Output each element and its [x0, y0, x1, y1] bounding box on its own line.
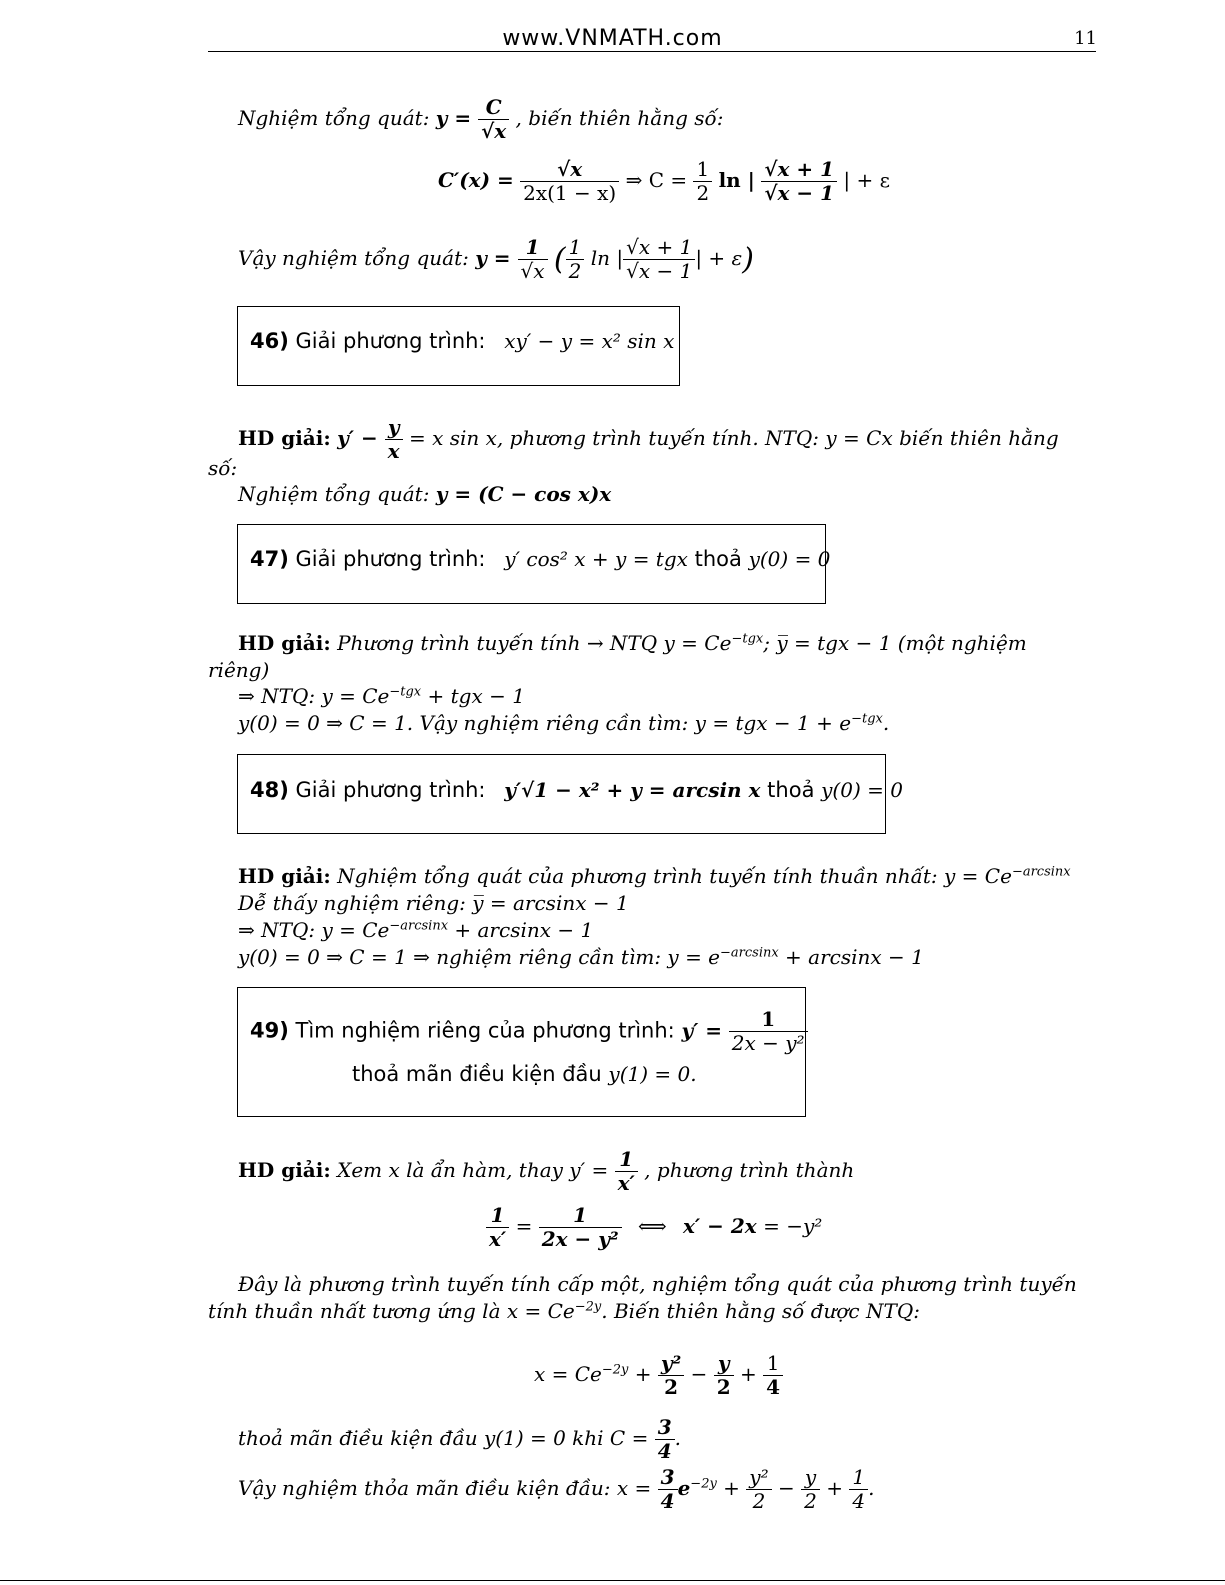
- hd48-line2: Dễ thấy nghiệm riêng: y̅ = arcsinx − 1: [238, 891, 629, 915]
- problem-48: [250, 778, 903, 802]
- problem-47-condition: y(0) = 0: [748, 547, 831, 571]
- c-arrow: ⇒ C =: [625, 168, 688, 192]
- hd48-line3-text: ⇒ NTQ: y = Ce: [238, 918, 390, 942]
- hd47-line1-sup: −tgx: [731, 631, 764, 647]
- hd49-general-solution: $x = Ce^{-2y}$ + $\frac{\text{y²}}{2}$ − $\frac{y}{2}$ + $\frac{1}{4}$: [534, 1352, 783, 1399]
- problem-46-equation: xy′ − y = x² sin x: [504, 329, 675, 353]
- hd49-transformed-eq: $\frac{1}{x'}$ = $\frac{1}{\text{2x − y²}}$ ⟺ x′ − 2x = −y²: [486, 1204, 822, 1251]
- problem-48-number: 48): [250, 778, 289, 802]
- problem-49-label: Tìm nghiệm riêng của phương trình:: [295, 1018, 675, 1043]
- hd46-line2-eq: y = (C − cos x)x: [435, 482, 612, 506]
- hd49-para1-cont-text: tính thuần nhất tương ứng là x = Ce: [208, 1299, 575, 1323]
- problem-47-number: 47): [250, 547, 289, 571]
- problem-46-label: Giải phương trình:: [295, 329, 486, 353]
- hd47-line2-sup: −tgx: [389, 684, 422, 700]
- problem-49-line2-eq: y(1) = 0.: [608, 1062, 697, 1086]
- hd48-label: HD giải:: [238, 864, 331, 888]
- problem-46: [250, 329, 674, 353]
- general-solution-label: Nghiệm tổng quát:: [238, 106, 430, 130]
- hd47-line2-text: ⇒ NTQ: y = Ce: [238, 684, 390, 708]
- hd47-line3: [238, 711, 889, 735]
- hd49-final-line: Vậy nghiệm thỏa mãn điều kiện đầu: x = $\frac{3}{4}$ $e^{-2y}$ + $\frac{\text{y²}}{2}$ − $\frac{y}{2}$ + $\frac{1}{4}$ .: [238, 1465, 875, 1513]
- hd46-line1-text: = x sin x, phương trình tuyến tính. NTQ: y = Cx biến thiên hằng: [408, 426, 1059, 450]
- hd48-line4-sup: −arcsinx: [720, 945, 779, 961]
- hd49-final-lead: Vậy nghiệm thỏa mãn điều kiện đầu: x =: [238, 1476, 652, 1500]
- bottom-rule: [0, 1580, 1225, 1581]
- hd48-line3-tail: + arcsinx − 1: [448, 918, 594, 942]
- hd47-line1-cont: riêng): [208, 658, 270, 682]
- site-header: www.VNMATH.com: [502, 26, 723, 51]
- problem-47-cond-word: thoả: [694, 547, 742, 571]
- hd48-line4-tail: + arcsinx − 1: [778, 945, 924, 969]
- problem-48-equation: y′√1 − x² + y = arcsin x: [504, 778, 761, 802]
- hd47-line2-tail: + tgx − 1: [421, 684, 525, 708]
- hd47-line3-text: y(0) = 0 ⇒ C = 1. Vậy nghiệm riêng cần tìm: y = tgx − 1 + e: [238, 711, 852, 735]
- hd46-line2: [238, 482, 611, 506]
- problem-47-equation: y′ cos² x + y = tgx: [504, 547, 688, 571]
- general-solution-final-label: Vậy nghiệm tổng quát:: [238, 246, 469, 270]
- problem-49-line2: [352, 1062, 697, 1086]
- problem-48-cond-word: thoả: [767, 778, 815, 802]
- problem-49-frac-den: 2x − y²: [731, 1031, 805, 1055]
- hd47-line1-tail: ; y̅ = tgx − 1 (một nghiệm: [763, 631, 1027, 655]
- hd46-line1: HD giải: y′ − $\frac{y}{x}$ = x sin x, phương trình tuyến tính. NTQ: y = Cx biến thiên hằng: [238, 415, 1059, 463]
- hd49-para1-sup: −2y: [574, 1299, 602, 1315]
- hd49-line1-tail: , phương trình thành: [644, 1158, 855, 1182]
- hd49-condition-text: thoả mãn điều kiện đầu y(1) = 0 khi C =: [238, 1426, 649, 1450]
- hd46-line1-cont: số:: [208, 456, 238, 480]
- c-tail: | + ε: [843, 168, 890, 192]
- hd49-condition-line: thoả mãn điều kiện đầu y(1) = 0 khi C = $\frac{3}{4}$ .: [238, 1415, 681, 1463]
- hd48-line1: [238, 864, 1071, 888]
- hd49-para1-tail: . Biến thiên hằng số được NTQ:: [601, 1299, 920, 1323]
- c-derivative-lhs: C′(x) =: [438, 168, 514, 192]
- problem-48-condition: y(0) = 0: [821, 778, 903, 802]
- page-number: 11: [1074, 28, 1097, 49]
- problem-46-number: 46): [250, 329, 289, 353]
- problem-49-frac-num: 1: [729, 1008, 808, 1032]
- hd49-line1: HD giải: Xem x là ẩn hàm, thay y′ = $\frac{1}{x'}$ , phương trình thành: [238, 1147, 855, 1195]
- hd47-line1: [238, 631, 1027, 655]
- hd48-line1-text: Nghiệm tổng quát của phương trình tuyến tính thuần nhất: y = Ce: [337, 864, 1012, 888]
- hd49-para1: Đây là phương trình tuyến tính cấp một, nghiệm tổng quát của phương trình tuyến: [238, 1272, 1077, 1296]
- hd47-line3-sup: −tgx: [851, 711, 883, 727]
- hd48-line4: [238, 945, 924, 969]
- hd46-line2-label: Nghiệm tổng quát:: [238, 482, 430, 506]
- hd47-line3-tail: .: [882, 711, 890, 735]
- problem-47: [250, 547, 830, 571]
- hd48-line3-sup: −arcsinx: [389, 918, 449, 934]
- problem-48-label: Giải phương trình:: [295, 778, 486, 802]
- problem-49-number: 49): [250, 1018, 289, 1043]
- problem-49: [250, 1008, 808, 1055]
- hd47-label: HD giải:: [238, 631, 331, 655]
- hd48-line1-sup: −arcsinx: [1011, 864, 1071, 880]
- variation-label: , biến thiên hằng số:: [515, 106, 724, 130]
- hd49-line1-lead: Xem x là ẩn hàm, thay y′ =: [337, 1158, 609, 1182]
- hd46-label: HD giải:: [238, 426, 331, 450]
- problem-49-line2-text: thoả mãn điều kiện đầu: [352, 1062, 602, 1086]
- hd49-label: HD giải:: [238, 1158, 331, 1182]
- general-solution-final: Vậy nghiệm tổng quát: y = $\frac{1}{√x}$ ( $\frac{1}{2}$ ln | $\frac{√x + 1}{√x - 1}$ | + ε): [238, 235, 754, 283]
- header-rule: [208, 51, 1096, 52]
- hd47-line2: [238, 684, 525, 708]
- general-solution-line: Nghiệm tổng quát: y = $\frac{C}{√x}$ , biến thiên hằng số:: [238, 95, 724, 143]
- hd48-line4-text: y(0) = 0 ⇒ C = 1 ⇒ nghiệm riêng cần tìm: y = e: [238, 945, 721, 969]
- hd48-line3: [238, 918, 593, 942]
- hd47-line1-text: Phương trình tuyến tính → NTQ y = Ce: [337, 631, 732, 655]
- problem-47-label: Giải phương trình:: [295, 547, 486, 571]
- c-derivative-equation: C′(x) = $\frac{√x}{2x(1 - x)}$ ⇒ C = $\frac{1}{2}$ ln | $\frac{√x + 1}{√x - 1}$ | + ε: [438, 157, 890, 205]
- problem-49-eq-lead: y′ =: [681, 1018, 723, 1043]
- hd49-para1-cont: [208, 1299, 920, 1323]
